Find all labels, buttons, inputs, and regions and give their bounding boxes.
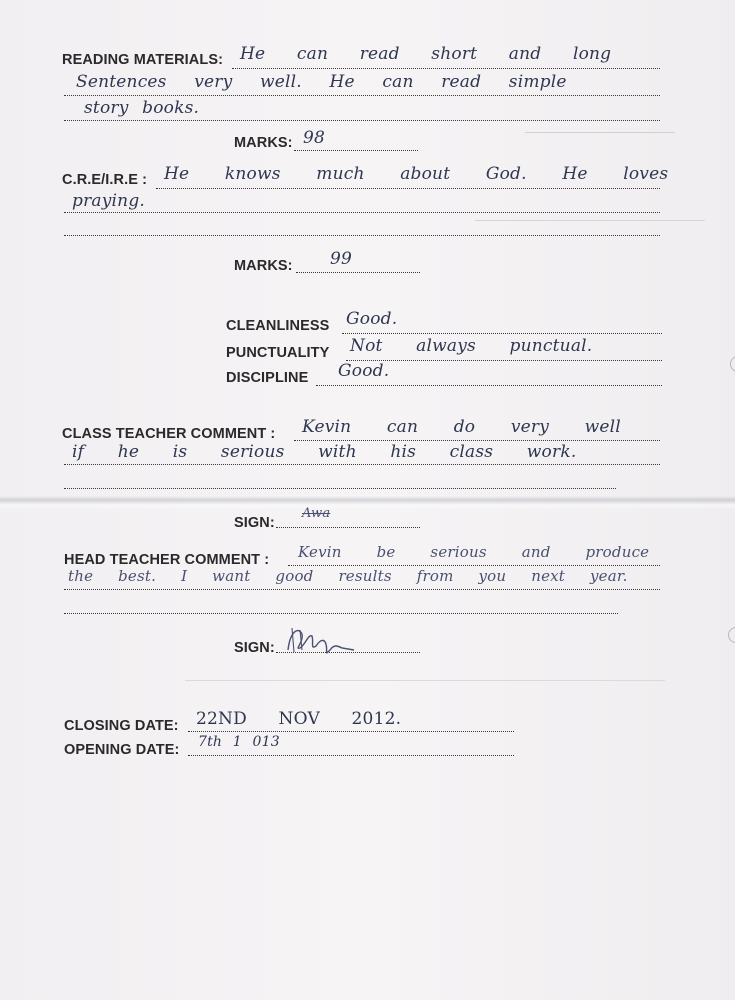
discipline-value: Good.	[338, 361, 390, 381]
cre-comment-line-1: He knows much about God. He loves	[164, 164, 669, 184]
reading-materials-label: READING MATERIALS:	[62, 52, 224, 68]
head-teacher-comment-line-1: Kevin be serious and produce	[298, 543, 650, 561]
head-teacher-line-3	[64, 613, 618, 614]
cleanliness-line	[342, 333, 662, 334]
closing-date-value: 22ND NOV 2012.	[196, 709, 402, 729]
opening-date-value: 7th 1 013	[198, 734, 280, 750]
reading-line-1	[232, 68, 660, 69]
opening-date-line	[188, 755, 514, 756]
head-teacher-comment-label: HEAD TEACHER COMMENT :	[64, 552, 270, 568]
closing-date-line	[188, 731, 514, 732]
reading-marks-line	[294, 150, 418, 151]
cleanliness-value: Good.	[346, 309, 398, 329]
class-teacher-signature: Awa	[302, 506, 331, 521]
punch-hole	[730, 356, 735, 372]
head-teacher-line-2	[64, 589, 660, 590]
cre-line-2	[64, 212, 660, 213]
head-teacher-signature	[280, 620, 360, 660]
head-teacher-line-1	[288, 565, 660, 566]
reading-marks-value: 98	[303, 128, 326, 148]
cre-marks-line	[296, 272, 420, 273]
cre-line-1	[156, 188, 660, 189]
cre-marks-value: 99	[330, 249, 353, 269]
punctuality-value: Not always punctual.	[350, 336, 593, 356]
class-teacher-sign-label: SIGN:	[234, 515, 275, 531]
reading-comment-line-2: Sentences very well. He can read simple	[76, 72, 567, 92]
opening-date-label: OPENING DATE:	[64, 742, 180, 758]
head-teacher-comment-line-2: the best. I want good results from you next year.	[68, 567, 628, 585]
closing-date-label: CLOSING DATE:	[64, 718, 179, 734]
reading-marks-label: MARKS:	[234, 135, 293, 151]
cre-comment-line-2: praying.	[72, 191, 146, 211]
class-teacher-comment-label: CLASS TEACHER COMMENT :	[62, 426, 276, 442]
class-teacher-comment-line-2: if he is serious with his class work.	[72, 442, 577, 462]
punctuality-line	[346, 360, 662, 361]
cre-marks-label: MARKS:	[234, 258, 293, 274]
reading-comment-line-1: He can read short and long	[240, 44, 612, 64]
class-teacher-line-3	[64, 488, 616, 489]
reading-line-2	[64, 95, 660, 96]
reading-comment-line-3: story books.	[84, 98, 200, 118]
class-teacher-comment-line-1: Kevin can do very well	[302, 417, 621, 437]
cre-ire-label: C.R.E/I.R.E :	[62, 172, 148, 188]
cleanliness-label: CLEANLINESS	[226, 318, 330, 334]
punctuality-label: PUNCTUALITY	[226, 345, 330, 361]
head-teacher-sign-label: SIGN:	[234, 640, 275, 656]
class-teacher-line-2	[64, 464, 660, 465]
class-teacher-sign-line	[276, 527, 420, 528]
reading-line-3	[64, 120, 660, 121]
discipline-label: DISCIPLINE	[226, 370, 309, 386]
class-teacher-line-1	[294, 440, 660, 441]
cre-line-3	[64, 235, 660, 236]
discipline-line	[316, 385, 662, 386]
punch-hole	[728, 627, 735, 643]
